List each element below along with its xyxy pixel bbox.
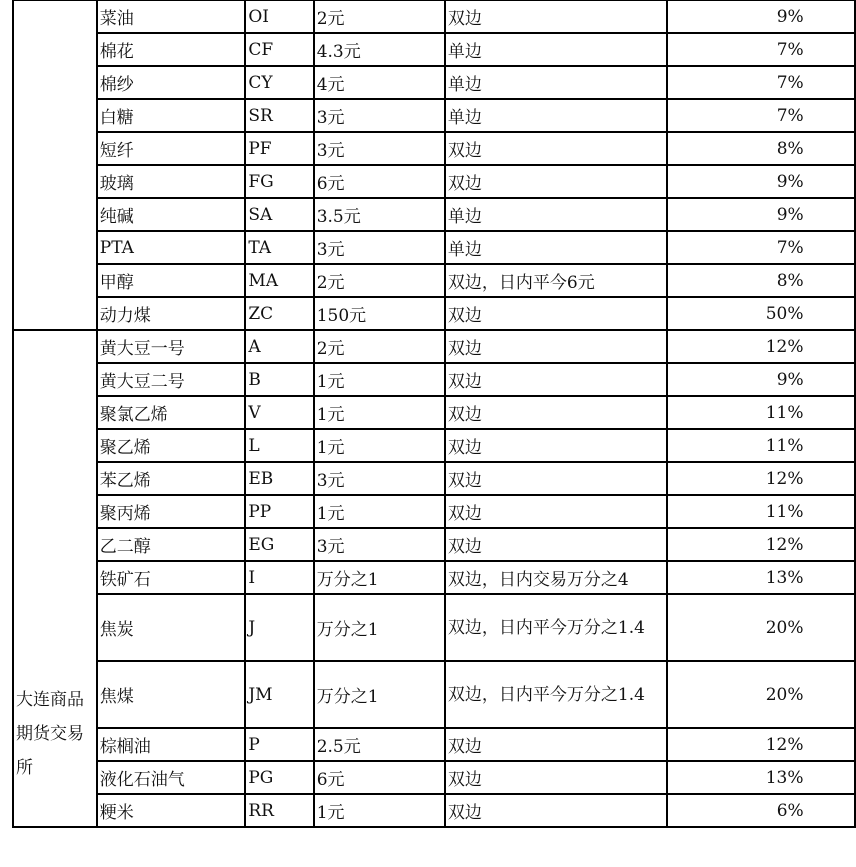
product-name-cell: 苯乙烯 — [97, 462, 246, 495]
product-name-cell: PTA — [97, 231, 246, 264]
table-row — [13, 528, 855, 561]
margin-rate-cell: 9% — [667, 165, 855, 198]
margin-rate-cell: 20% — [667, 661, 855, 728]
product-code-cell: CY — [245, 66, 313, 99]
product-code-cell: J — [245, 594, 313, 661]
product-code-cell: PF — [245, 132, 313, 165]
margin-rate-cell: 6% — [667, 794, 855, 827]
table-row — [13, 132, 855, 165]
exchange-cell — [13, 0, 97, 330]
fee-cell: 1元 — [314, 794, 445, 827]
margin-rate-cell: 11% — [667, 495, 855, 528]
product-code-cell: PP — [245, 495, 313, 528]
table-row — [13, 363, 855, 396]
fee-cell: 3元 — [314, 132, 445, 165]
fee-cell: 3元 — [314, 528, 445, 561]
fee-cell: 2元 — [314, 0, 445, 33]
fee-mode-cell: 单边 — [445, 198, 667, 231]
product-name-cell: 动力煤 — [97, 297, 246, 330]
product-code-cell: SR — [245, 99, 313, 132]
product-code-cell: JM — [245, 661, 313, 728]
fee-cell: 1元 — [314, 363, 445, 396]
fee-cell: 150元 — [314, 297, 445, 330]
product-name-cell: 乙二醇 — [97, 528, 246, 561]
product-name-cell: 粳米 — [97, 794, 246, 827]
fee-mode-cell: 单边 — [445, 231, 667, 264]
table-row — [13, 297, 855, 330]
product-name-cell: 黄大豆二号 — [97, 363, 246, 396]
fee-mode-cell: 双边 — [445, 165, 667, 198]
fee-cell: 4.3元 — [314, 33, 445, 66]
fee-cell: 万分之1 — [314, 561, 445, 594]
margin-rate-cell: 12% — [667, 330, 855, 363]
table-row — [13, 0, 855, 33]
table-row — [13, 794, 855, 827]
table-row — [13, 761, 855, 794]
product-name-cell: 聚氯乙烯 — [97, 396, 246, 429]
margin-rate-cell: 7% — [667, 66, 855, 99]
product-code-cell: PG — [245, 761, 313, 794]
product-code-cell: I — [245, 561, 313, 594]
margin-rate-cell: 8% — [667, 132, 855, 165]
fee-cell: 2元 — [314, 264, 445, 297]
product-name-cell: 铁矿石 — [97, 561, 246, 594]
margin-rate-cell: 8% — [667, 264, 855, 297]
margin-rate-cell: 9% — [667, 363, 855, 396]
margin-rate-cell: 11% — [667, 429, 855, 462]
margin-rate-cell: 20% — [667, 594, 855, 661]
margin-rate-cell: 7% — [667, 231, 855, 264]
fee-mode-cell: 双边，日内平今万分之1.4 — [445, 594, 667, 661]
margin-rate-cell: 11% — [667, 396, 855, 429]
fee-mode-cell: 双边，日内平今万分之1.4 — [445, 661, 667, 728]
table-row — [13, 99, 855, 132]
fee-cell: 3元 — [314, 231, 445, 264]
product-code-cell: MA — [245, 264, 313, 297]
table-row — [13, 561, 855, 594]
fee-cell: 万分之1 — [314, 594, 445, 661]
table-row — [13, 594, 855, 661]
fee-mode-cell: 双边 — [445, 728, 667, 761]
product-code-cell: SA — [245, 198, 313, 231]
product-name-cell: 棕榈油 — [97, 728, 246, 761]
table-row — [13, 495, 855, 528]
fee-mode-cell: 双边 — [445, 495, 667, 528]
margin-rate-cell: 50% — [667, 297, 855, 330]
product-name-cell: 焦煤 — [97, 661, 246, 728]
product-name-cell: 棉纱 — [97, 66, 246, 99]
product-name-cell: 白糖 — [97, 99, 246, 132]
margin-rate-cell: 9% — [667, 0, 855, 33]
product-code-cell: CF — [245, 33, 313, 66]
product-name-cell: 菜油 — [97, 0, 246, 33]
product-code-cell: EG — [245, 528, 313, 561]
fee-mode-cell: 单边 — [445, 33, 667, 66]
product-code-cell: A — [245, 330, 313, 363]
exchange-cell: 大连商品期货交易所 — [13, 330, 97, 827]
fee-mode-cell: 双边，日内交易万分之4 — [445, 561, 667, 594]
fee-cell: 1元 — [314, 396, 445, 429]
table-row — [13, 165, 855, 198]
table-row — [13, 396, 855, 429]
margin-rate-cell: 13% — [667, 561, 855, 594]
futures-fee-table — [12, 0, 856, 828]
product-name-cell: 聚丙烯 — [97, 495, 246, 528]
table-row — [13, 264, 855, 297]
margin-rate-cell: 9% — [667, 198, 855, 231]
product-name-cell: 棉花 — [97, 33, 246, 66]
product-code-cell: EB — [245, 462, 313, 495]
fee-mode-cell: 双边 — [445, 363, 667, 396]
fee-cell: 6元 — [314, 761, 445, 794]
fee-cell: 3元 — [314, 462, 445, 495]
table-row — [13, 198, 855, 231]
product-code-cell: B — [245, 363, 313, 396]
product-name-cell: 短纤 — [97, 132, 246, 165]
table-row — [13, 429, 855, 462]
table-row — [13, 728, 855, 761]
fee-cell: 1元 — [314, 429, 445, 462]
fee-mode-cell: 双边 — [445, 429, 667, 462]
fee-cell: 2元 — [314, 330, 445, 363]
table-row — [13, 33, 855, 66]
fee-mode-cell: 双边 — [445, 794, 667, 827]
product-code-cell: V — [245, 396, 313, 429]
margin-rate-cell: 13% — [667, 761, 855, 794]
fee-mode-cell: 双边 — [445, 528, 667, 561]
product-code-cell: TA — [245, 231, 313, 264]
product-code-cell: OI — [245, 0, 313, 33]
fee-mode-cell: 双边 — [445, 330, 667, 363]
margin-rate-cell: 12% — [667, 462, 855, 495]
fee-mode-cell: 单边 — [445, 99, 667, 132]
fee-cell: 3元 — [314, 99, 445, 132]
product-name-cell: 纯碱 — [97, 198, 246, 231]
table-row — [13, 462, 855, 495]
margin-rate-cell: 12% — [667, 528, 855, 561]
product-name-cell: 聚乙烯 — [97, 429, 246, 462]
product-name-cell: 焦炭 — [97, 594, 246, 661]
fee-mode-cell: 双边 — [445, 132, 667, 165]
table-row — [13, 330, 855, 363]
product-name-cell: 黄大豆一号 — [97, 330, 246, 363]
product-name-cell: 甲醇 — [97, 264, 246, 297]
product-code-cell: P — [245, 728, 313, 761]
table-row — [13, 661, 855, 728]
fee-mode-cell: 双边 — [445, 297, 667, 330]
table-row — [13, 66, 855, 99]
product-code-cell: FG — [245, 165, 313, 198]
product-code-cell: RR — [245, 794, 313, 827]
fee-cell: 3.5元 — [314, 198, 445, 231]
fee-mode-cell: 双边 — [445, 396, 667, 429]
fee-cell: 万分之1 — [314, 661, 445, 728]
product-code-cell: L — [245, 429, 313, 462]
product-code-cell: ZC — [245, 297, 313, 330]
fee-cell: 4元 — [314, 66, 445, 99]
product-name-cell: 玻璃 — [97, 165, 246, 198]
table-row — [13, 231, 855, 264]
fee-mode-cell: 双边，日内平今6元 — [445, 264, 667, 297]
fee-cell: 1元 — [314, 495, 445, 528]
fee-mode-cell: 双边 — [445, 462, 667, 495]
fee-cell: 6元 — [314, 165, 445, 198]
fee-mode-cell: 双边 — [445, 0, 667, 33]
margin-rate-cell: 7% — [667, 33, 855, 66]
product-name-cell: 液化石油气 — [97, 761, 246, 794]
margin-rate-cell: 12% — [667, 728, 855, 761]
margin-rate-cell: 7% — [667, 99, 855, 132]
fee-mode-cell: 双边 — [445, 761, 667, 794]
fee-mode-cell: 单边 — [445, 66, 667, 99]
fee-cell: 2.5元 — [314, 728, 445, 761]
